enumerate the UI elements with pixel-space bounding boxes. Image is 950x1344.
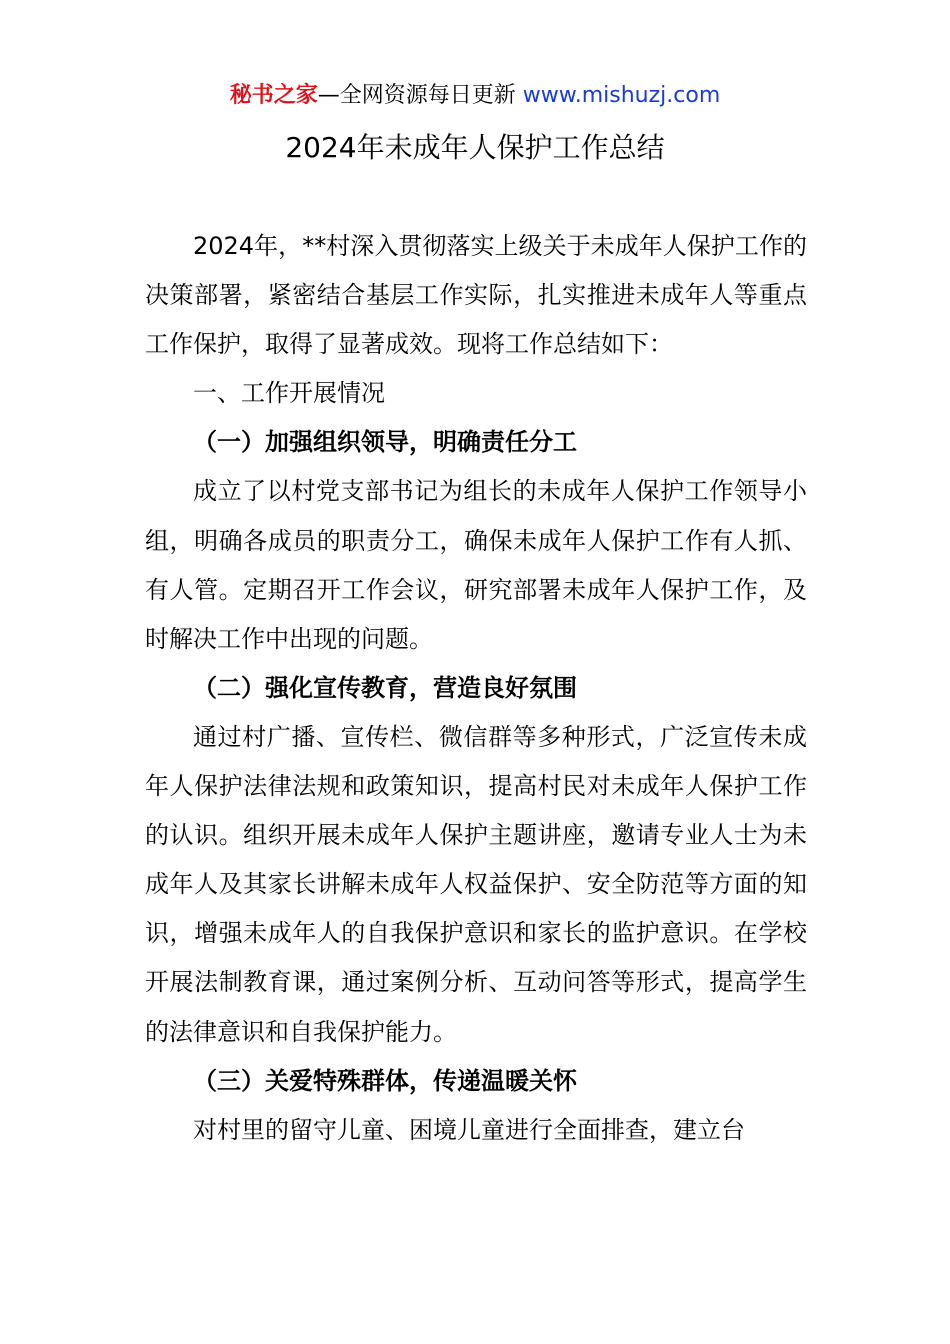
site-url-link[interactable]: www.mishuzj.com <box>522 83 721 108</box>
paragraph-publicity: 通过村广播、宣传栏、微信群等多种形式，广泛宣传未成年人保护法律法规和政策知识，提高村民对未成年人保护工作的认识。组织开展未成年人保护主题讲座，邀请专业人士为未成年人及其家长讲解未成年人权益保护、安全防范等方面的知识，增强未成年人的自我保护意识和家长的监护意识。在学校开展法制教育课，通过案例分析、互动问答等形式，提高学生的法律意识和自我保护能力。 <box>145 722 807 1046</box>
paragraph-leadership: 成立了以村党支部书记为组长的未成年人保护工作领导小组，明确各成员的职责分工，确保未成年人保护工作有人抓、有人管。定期召开工作会议，研究部署未成年人保护工作，及时解决工作中出现的问题。 <box>145 477 807 653</box>
subsection-heading-2: （二）强化宣传教育，营造良好氛围 <box>193 673 577 702</box>
brand-name: 秘书之家 <box>229 83 318 108</box>
site-header <box>0 80 950 112</box>
paragraph-intro: 2024年，**村深入贯彻落实上级关于未成年人保护工作的决策部署，紧密结合基层工作实际，扎实推进未成年人等重点工作保护，取得了显著成效。现将工作总结如下： <box>145 232 807 359</box>
header-tagline: —全网资源每日更新 <box>317 83 516 108</box>
document-body <box>145 222 807 1155</box>
section-heading-1: 一、工作开展情况 <box>193 379 385 408</box>
subsection-heading-3: （三）关爱特殊群体，传递温暖关怀 <box>193 1066 577 1095</box>
subsection-heading-1: （一）加强组织领导，明确责任分工 <box>193 428 577 457</box>
document-title: 2024年未成年人保护工作总结 <box>285 131 665 164</box>
paragraph-care: 对村里的留守儿童、困境儿童进行全面排查，建立台 <box>193 1115 745 1144</box>
